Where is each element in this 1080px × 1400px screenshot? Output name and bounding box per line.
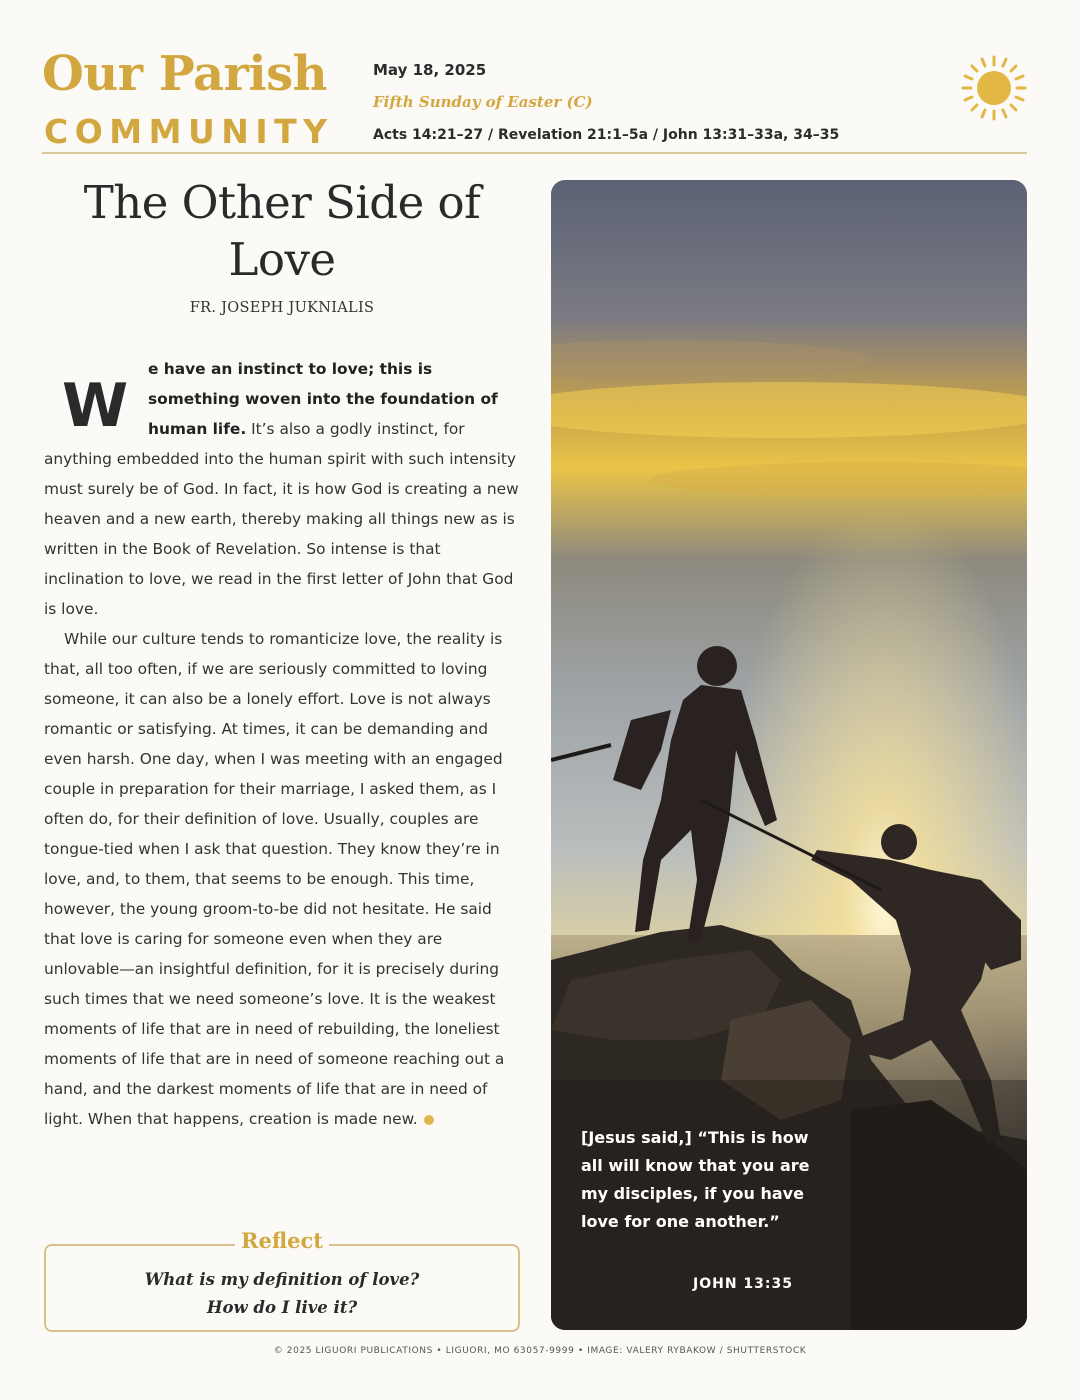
reflect-question-2: How do I live it? xyxy=(206,1298,358,1317)
lead-bold-text: e have an instinct to love; this is something woven into the foundation of human life. xyxy=(148,360,498,438)
reflect-question-1: What is my definition of love? xyxy=(144,1270,420,1289)
paragraph-2 xyxy=(44,624,522,1134)
header-divider xyxy=(42,152,1027,154)
article-title: The Other Side of Love xyxy=(83,176,481,286)
paragraph-2-text: While our culture tends to romanticize love, the reality is that, all too often, if we are seriously committed to loving someone, it can also be a lonely effort. Love is not always romantic or satisfying. At times, it can be demanding and even harsh. One day, when I was meeting with an engaged couple in preparation for their marriage, I asked them, as I often do, for their definition of love. Usually, couples are tongue-tied when I ask that question. They know they’re in love, and, to them, that seems to be enough. This time, however, the young groom-to-be did not hesitate. He said that love is caring for someone even when they are unlovable—an insightful definition, for it is precisely during such times that we need someone’s love. It is the weakest moments of life that are in need of rebuilding, the loneliest moments of life that are in need of someone reaching out a hand, and the darkest moments of life that are in need of light. When that happens, creation is made new. xyxy=(44,630,505,1128)
masthead xyxy=(42,42,1027,156)
lead-paragraph xyxy=(44,354,522,444)
sun-icon xyxy=(960,54,1028,122)
issue-date: May 18, 2025 xyxy=(373,61,487,79)
reflect-questions xyxy=(46,1266,518,1322)
quote-citation: JOHN 13:35 xyxy=(693,1276,793,1292)
liturgical-day: Fifth Sunday of Easter (C) xyxy=(373,93,593,111)
footer-credits: © 2025 LIGUORI PUBLICATIONS • LIGUORI, MO 63057-9999 • IMAGE: VALERY RYBAKOW / SHUTTERSTOCK xyxy=(273,1346,807,1356)
hero-photo xyxy=(551,180,1027,1330)
drop-cap: W xyxy=(62,371,129,441)
lead-text xyxy=(148,354,522,444)
brand-title: Our Parish xyxy=(42,46,328,102)
scripture-readings: Acts 14:21–27 / Revelation 21:1–5a / John 13:31–33a, 34–35 xyxy=(373,127,840,143)
lead-rest-text: It’s also a godly instinct, for xyxy=(246,420,465,438)
end-mark-icon xyxy=(424,1115,434,1125)
paragraph-1-continued: anything embedded into the human spirit with such intensity must surely be of God. In fact, it is how God is creating a new heaven and a new earth, thereby making all things new as is written in the Book of Revelation. So intense is that inclination to love, we read in the first letter of John that God is love. xyxy=(44,450,519,618)
scripture-quote: [Jesus said,] “This is how all will know that you are my disciples, if you have love for one another.” xyxy=(581,1128,810,1231)
reflect-box xyxy=(44,1228,520,1332)
issue-info xyxy=(373,58,839,146)
article-body xyxy=(44,354,522,1134)
reflect-heading: Reflect xyxy=(235,1228,329,1253)
brand-subtitle: COMMUNITY xyxy=(44,112,334,151)
article-byline: FR. JOSEPH JUKNIALIS xyxy=(189,300,375,316)
